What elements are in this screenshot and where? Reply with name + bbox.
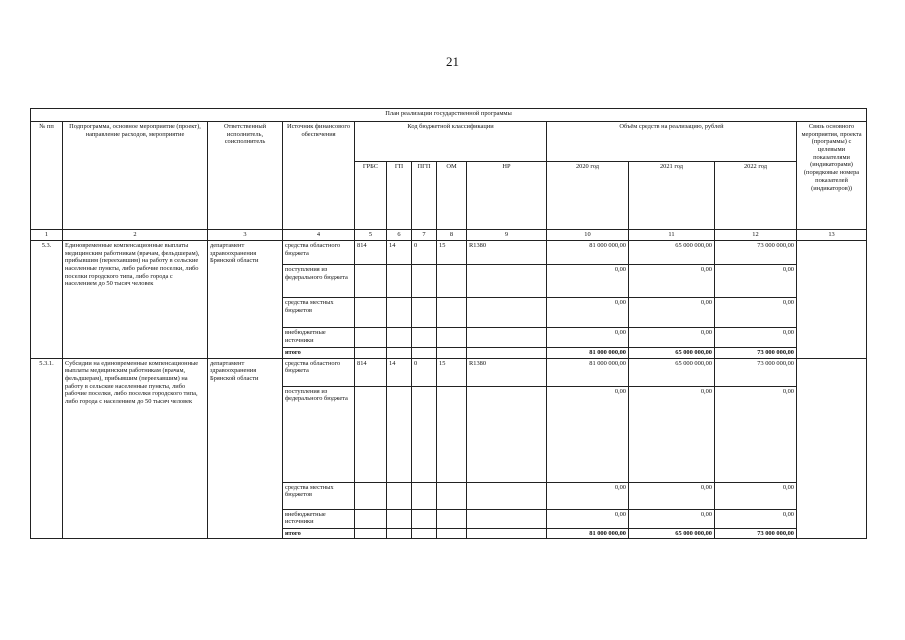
om-cell: 15 (437, 241, 467, 265)
value-2020: 0,00 (547, 482, 629, 509)
source-cell: поступления из федерального бюджета (283, 265, 355, 298)
value-2020: 0,00 (547, 328, 629, 348)
value-2022: 0,00 (715, 328, 797, 348)
table-row (31, 358, 867, 386)
item-executor: департамент здравоохранения Брянской области (208, 241, 283, 359)
value-2022: 0,00 (715, 298, 797, 328)
total-2021: 65 000 000,00 (629, 348, 715, 359)
table-title: План реализации государственной программы (31, 109, 867, 122)
value-2020: 0,00 (547, 509, 629, 528)
header-gp: ГП (387, 162, 412, 230)
value-2021: 0,00 (629, 509, 715, 528)
col-number: 5 (355, 230, 387, 241)
header-2020: 2020 год (547, 162, 629, 230)
program-plan-table (30, 108, 867, 539)
page-number: 21 (446, 54, 459, 69)
value-2020: 81 000 000,00 (547, 358, 629, 386)
value-2022: 0,00 (715, 482, 797, 509)
col-number: 12 (715, 230, 797, 241)
value-2021: 0,00 (629, 482, 715, 509)
nr-cell: R1380 (467, 241, 547, 265)
header-executor: Ответственный исполнитель, соисполнитель (208, 122, 283, 230)
col-number: 4 (283, 230, 355, 241)
header-om: ОМ (437, 162, 467, 230)
nr-cell: R1380 (467, 358, 547, 386)
value-2021: 65 000 000,00 (629, 241, 715, 265)
value-2020: 0,00 (547, 386, 629, 482)
total-2022: 73 000 000,00 (715, 348, 797, 359)
column-number-row (31, 230, 867, 241)
header-subprogram: Подпрограмма, основное мероприятие (проект), направление расходов, мероприятие (63, 122, 208, 230)
value-2020: 81 000 000,00 (547, 241, 629, 265)
gp-cell: 14 (387, 358, 412, 386)
header-nr: НР (467, 162, 547, 230)
source-cell: средства областного бюджета (283, 241, 355, 265)
gp-cell: 14 (387, 241, 412, 265)
col-number: 7 (412, 230, 437, 241)
indicator-link-cell (797, 358, 867, 539)
value-2022: 0,00 (715, 265, 797, 298)
indicator-link-cell (797, 241, 867, 359)
item-name: Субсидии на единовременные компенсационные выплаты медицинским работникам (врачам, фельдшерам), прибывшим (переехавшим) на работу в сельские населенные пункты, либо рабочие поселки, либо поселки городского типа, либо города с населением до 50 тысяч человек (63, 358, 208, 539)
source-cell: внебюджетные источники (283, 509, 355, 528)
header-pgp: ПГП (412, 162, 437, 230)
col-number: 8 (437, 230, 467, 241)
header-link: Связь основного мероприятия, проекта (программы) с целевыми показателями (индикаторами) (порядковые номера показателей (индикаторов)) (797, 122, 867, 230)
om-cell: 15 (437, 358, 467, 386)
total-2022: 73 000 000,00 (715, 528, 797, 539)
col-number: 9 (467, 230, 547, 241)
col-number: 13 (797, 230, 867, 241)
grbs-cell: 814 (355, 241, 387, 265)
header-2021: 2021 год (629, 162, 715, 230)
total-2021: 65 000 000,00 (629, 528, 715, 539)
value-2021: 0,00 (629, 328, 715, 348)
pgp-cell: 0 (412, 358, 437, 386)
header-num: № пп (31, 122, 63, 230)
item-number: 5.3. (31, 241, 63, 359)
source-cell: итого (283, 348, 355, 359)
source-cell: поступления из федерального бюджета (283, 386, 355, 482)
col-number: 6 (387, 230, 412, 241)
grbs-cell: 814 (355, 358, 387, 386)
header-source: Источник финансового обеспечения (283, 122, 355, 230)
header-budget-code: Код бюджетной классификации (355, 122, 547, 162)
source-cell: средства местных бюджетов (283, 482, 355, 509)
table-row (31, 241, 867, 265)
col-number: 2 (63, 230, 208, 241)
source-cell: средства местных бюджетов (283, 298, 355, 328)
header-grbs: ГРБС (355, 162, 387, 230)
value-2022: 0,00 (715, 509, 797, 528)
value-2020: 0,00 (547, 265, 629, 298)
header-2022: 2022 год (715, 162, 797, 230)
value-2022: 73 000 000,00 (715, 358, 797, 386)
source-cell: итого (283, 528, 355, 539)
col-number: 1 (31, 230, 63, 241)
pgp-cell: 0 (412, 241, 437, 265)
header-volume: Объём средств на реализацию, рублей (547, 122, 797, 162)
col-number: 3 (208, 230, 283, 241)
source-cell: внебюджетные источники (283, 328, 355, 348)
value-2021: 0,00 (629, 298, 715, 328)
value-2020: 0,00 (547, 298, 629, 328)
total-2020: 81 000 000,00 (547, 348, 629, 359)
total-2020: 81 000 000,00 (547, 528, 629, 539)
value-2021: 65 000 000,00 (629, 358, 715, 386)
item-number: 5.3.1. (31, 358, 63, 539)
col-number: 11 (629, 230, 715, 241)
source-cell: средства областного бюджета (283, 358, 355, 386)
value-2021: 0,00 (629, 265, 715, 298)
value-2022: 73 000 000,00 (715, 241, 797, 265)
value-2021: 0,00 (629, 386, 715, 482)
value-2022: 0,00 (715, 386, 797, 482)
item-name: Единовременные компенсационные выплаты медицинским работникам (врачам, фельдшерам), прибывшим (переехавшим) на работу в сельские населенные пункты, либо рабочие поселки, либо поселки городского типа, либо города с населением до 50 тысяч человек (63, 241, 208, 359)
col-number: 10 (547, 230, 629, 241)
item-executor: департамент здравоохранения Брянской области (208, 358, 283, 539)
